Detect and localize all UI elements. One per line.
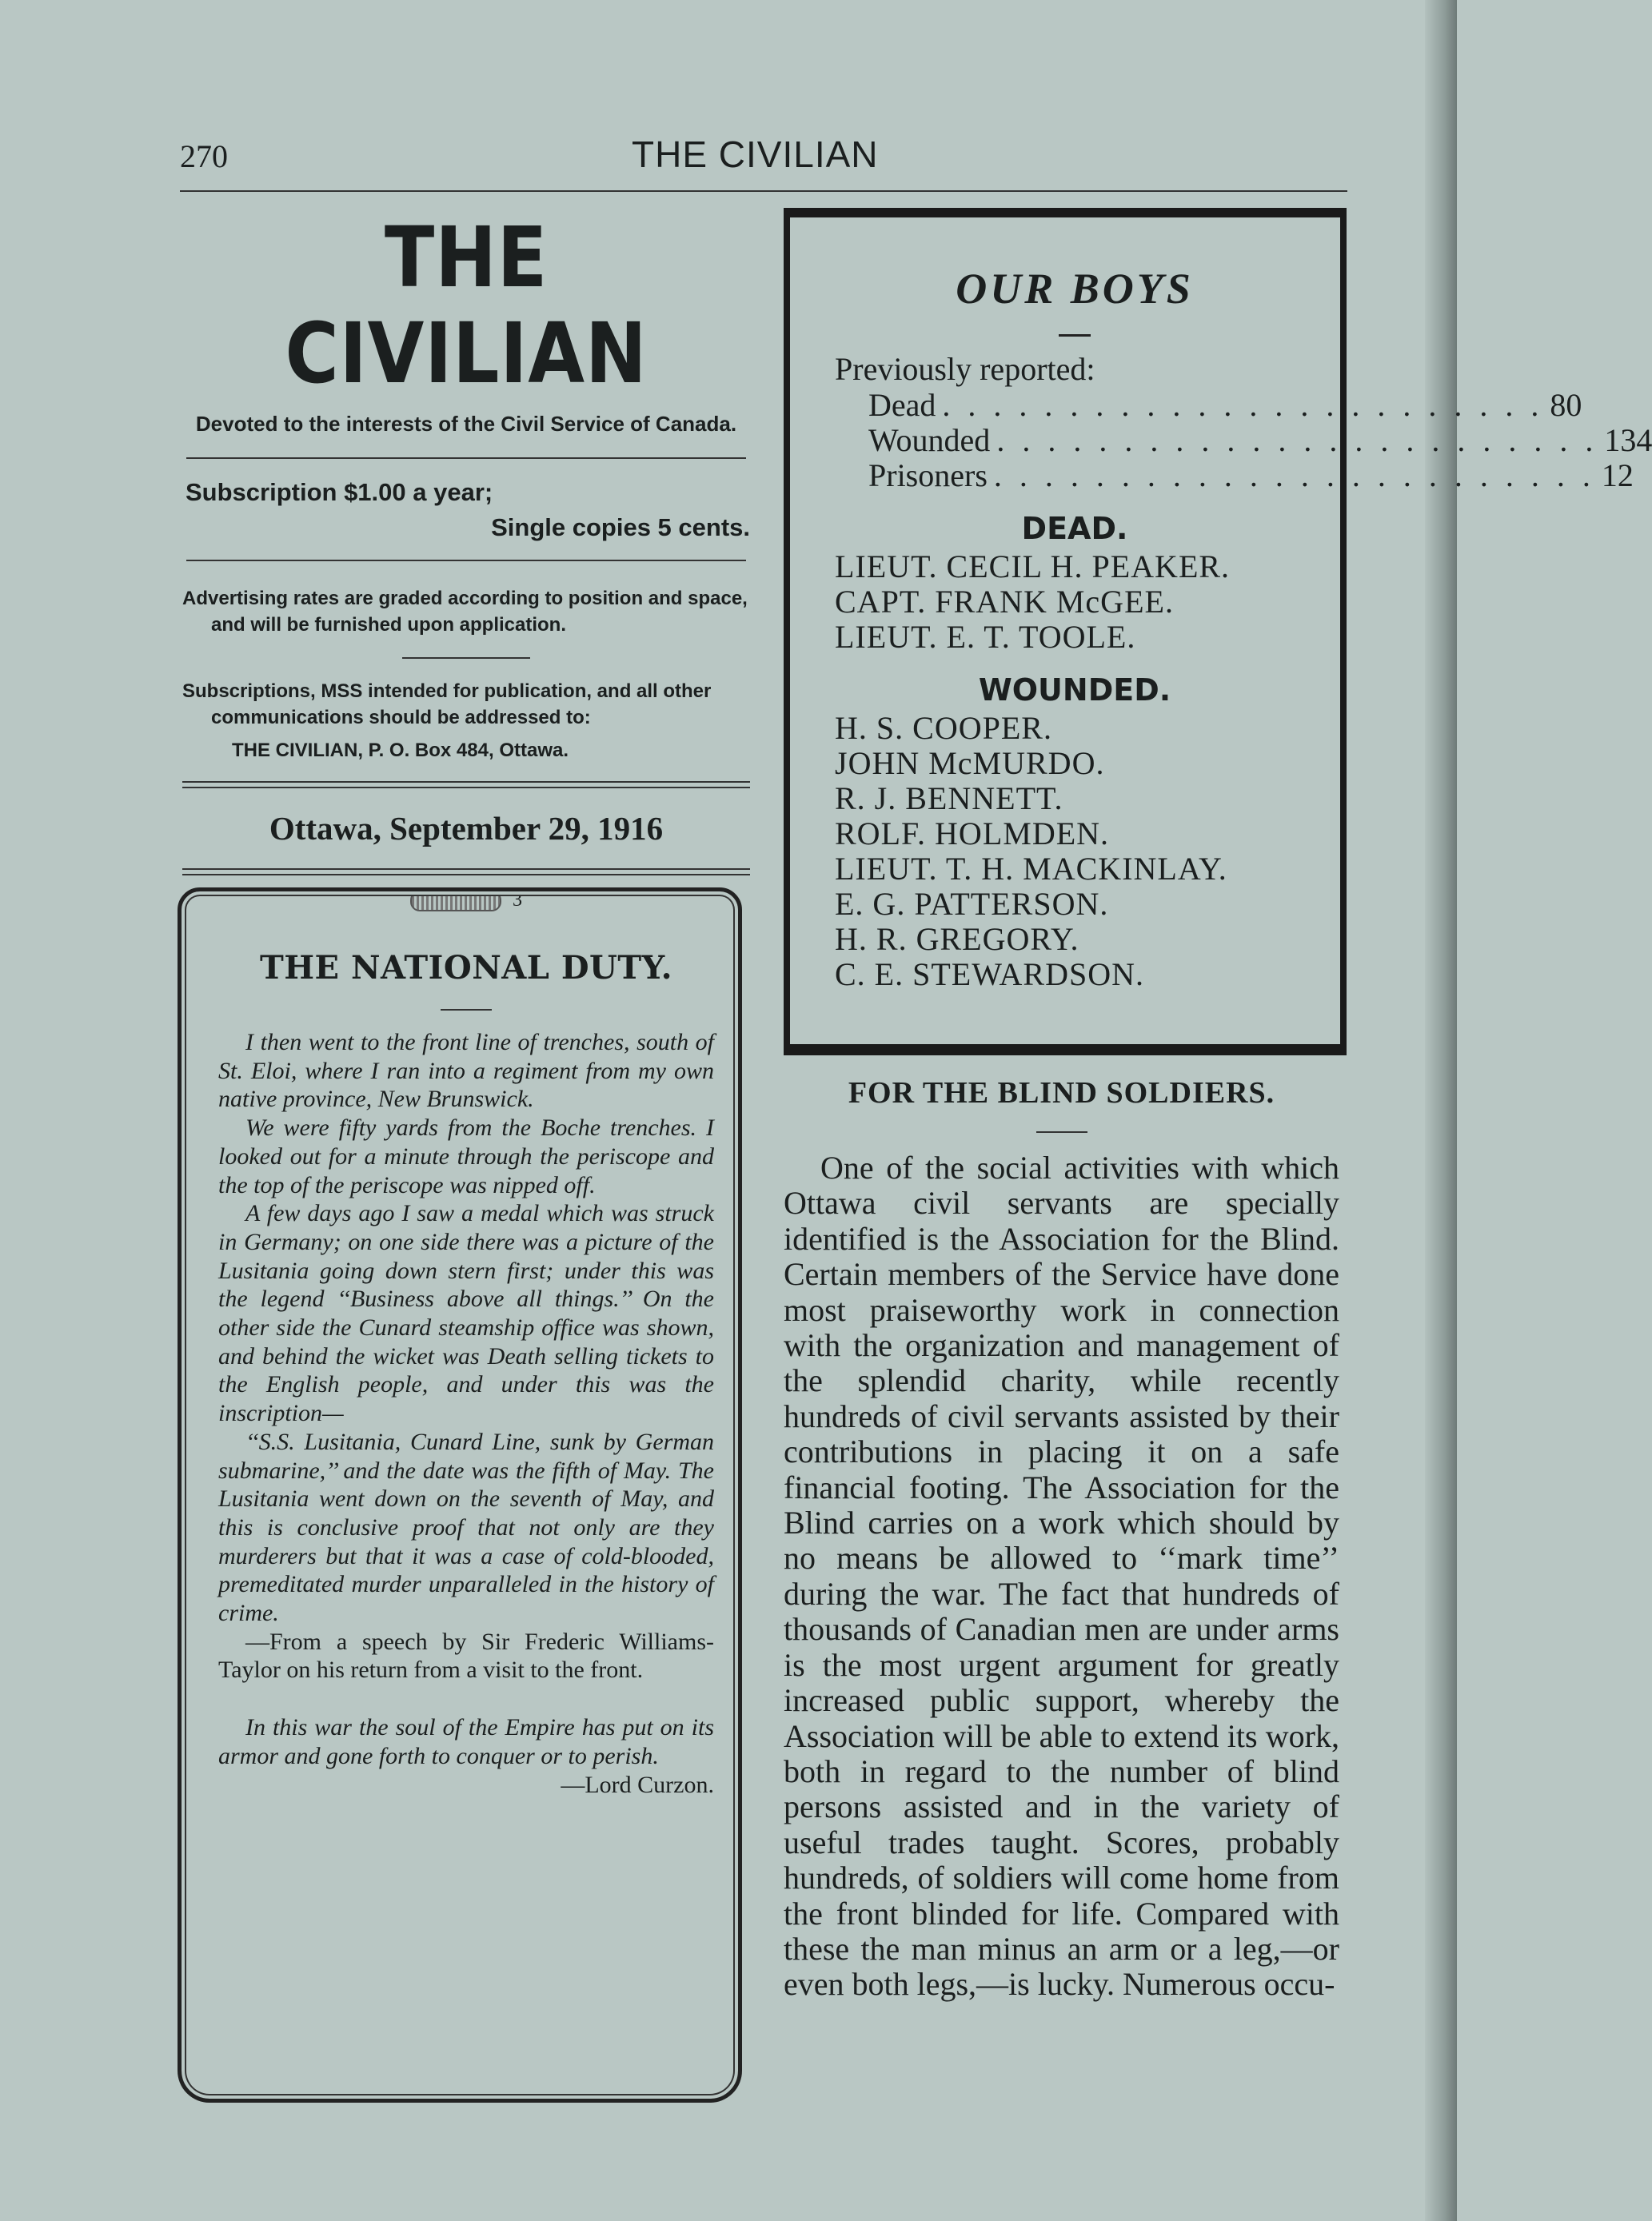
double-divider: [182, 868, 750, 875]
casualty-name: CAPT. FRANK McGEE.: [835, 584, 1174, 620]
casualty-name: R. J. BENNETT.: [835, 780, 1063, 816]
advertising-note: [182, 585, 750, 764]
subscription-block: [182, 478, 750, 542]
masthead-tagline: Devoted to the interests of the Civil Service of Canada.: [195, 412, 737, 436]
paragraph: We were fifty yards from the Boche trenches. I looked out for a minute through the periscope and the top of the periscope was nipped off.: [218, 1114, 714, 1198]
mailing-address: THE CIVILIAN, P. O. Box 484, Ottawa.: [232, 740, 569, 761]
divider: [1036, 1131, 1087, 1133]
tally-label: Wounded: [868, 422, 991, 458]
leader-dots: . . . . . . . . . . . . . . . . . . . . . . . .: [996, 422, 1598, 458]
our-boys-box: [784, 208, 1652, 1055]
previously-reported: Previously reported:: [835, 351, 1095, 387]
casualty-name: ROLF. HOLMDEN.: [835, 815, 1110, 851]
casualty-name: LIEUT. E. T. TOOLE.: [835, 619, 1136, 655]
tally-value: 12: [1601, 457, 1634, 493]
blind-soldiers-title: FOR THE BLIND SOLDIERS.: [848, 1076, 1275, 1110]
advertising-text: Advertising rates are graded according to position and space, and will be furnished upon application.: [182, 588, 748, 636]
blind-soldiers-text: One of the social activities with which Ottawa civil servants are specially identified is the Association for the Blind. Certain members of the Service have done most praiseworthy work in connection with the organization and management of the splendid charity, while recently hundreds of civil servants assisted by their contributions in placing it on a safe financial footing. The Association for the Blind carries on a work which should by no means be allowed to ‘‘mark time’’ during the war. The fact that hundreds of thousands of Canadian men are under arms is the most urgent argument for greatly increased public support, whereby the Association will be able to extend its work, both in regard to the number of blind persons assisted and in the variety of useful trades taught. Scores, probably hundreds, of soldiers will come home from the front blinded for life. Compared with these the man minus an arm or a leg,—or even both legs,—is lucky. Numerous occu-: [784, 1150, 1339, 2003]
casualty-name: C. E. STEWARDSON.: [835, 956, 1145, 992]
divider: [186, 560, 746, 561]
header-rule: [180, 190, 1347, 192]
speech-attribution: —From a speech by Sir Frederic Williams-Taylor on his return from a visit to the front.: [218, 1628, 714, 1684]
paragraph: I then went to the front line of trenches, south of St. Eloi, where I ran into a regiment from my own native province, New Brunswick.: [218, 1029, 714, 1113]
quote-author: —Lord Curzon.: [561, 1771, 714, 1798]
divider: [441, 1009, 492, 1011]
casualty-name: JOHN McMURDO.: [835, 745, 1105, 781]
curzon-quote: In this war the soul of the Empire has put on its armor and gone forth to conquer or to perish.: [218, 1714, 714, 1769]
tally-label: Prisoners: [868, 457, 988, 493]
our-boys-title: OUR BOYS: [956, 265, 1194, 313]
running-title: THE CIVILIAN: [632, 134, 879, 175]
single-copy-price: Single copies 5 cents.: [491, 513, 750, 541]
issue-date: Ottawa, September 29, 1916: [269, 810, 664, 847]
tally-row-wounded: [835, 422, 1652, 458]
issue-number: 3: [513, 890, 522, 911]
casualty-name: LIEUT. CECIL H. PEAKER.: [835, 548, 1231, 584]
casualty-name: LIEUT. T. H. MACKINLAY.: [835, 851, 1227, 887]
tally-value: 134: [1604, 422, 1652, 458]
tally-value: 80: [1550, 387, 1582, 423]
subscriptions-note: Subscriptions, MSS intended for publication, and all other communications should be addressed to:: [182, 680, 712, 728]
leader-dots: . . . . . . . . . . . . . . . . . . . . . . . .: [993, 457, 1595, 493]
casualty-name: E. G. PATTERSON.: [835, 886, 1109, 922]
national-duty-title: THE NATIONAL DUTY.: [259, 949, 672, 987]
paragraph: ‘‘S.S. Lusitania, Cunard Line, sunk by German submarine,’’ and the date was the fifth of May. The Lusitania went down on the seventh of May, and this is conclusive proof that not only are they murderers but that it was a case of cold-blooded, premeditated murder unparalleled in the history of crime.: [218, 1428, 714, 1627]
national-duty-box: [178, 887, 742, 2103]
paragraph: A few days ago I saw a medal which was struck in Germany; on one side there was a picture of the Lusitania going down stern first; under this was the legend ‘‘Business above all things.’’ On the other side the Cunard steamship office was shown, and behind the wicket was Death selling tickets to the English people, and under this was the inscription—: [218, 1200, 714, 1427]
page-edge: [1425, 0, 1457, 2221]
masthead: [182, 209, 750, 911]
blind-soldiers-article: [784, 1075, 1339, 2003]
divider: [186, 457, 746, 459]
casualty-name: H. R. GREGORY.: [835, 921, 1079, 957]
divider: [1059, 334, 1091, 337]
masthead-title: THE CIVILIAN: [285, 209, 648, 402]
subscription-price: Subscription $1.00 a year;: [186, 478, 493, 506]
tally-row-prisoners: [835, 457, 1634, 493]
divider: [402, 657, 530, 659]
dead-heading: DEAD.: [1021, 511, 1128, 546]
tally-label: Dead: [868, 387, 936, 423]
page-number: 270: [180, 138, 228, 174]
double-divider: [182, 781, 750, 788]
leader-dots: . . . . . . . . . . . . . . . . . . . . . . . .: [942, 387, 1544, 423]
tally-row-dead: [835, 387, 1582, 423]
casualty-name: H. S. COOPER.: [835, 710, 1052, 746]
wounded-heading: WOUNDED.: [978, 672, 1171, 708]
national-duty-text: [218, 1028, 714, 1799]
